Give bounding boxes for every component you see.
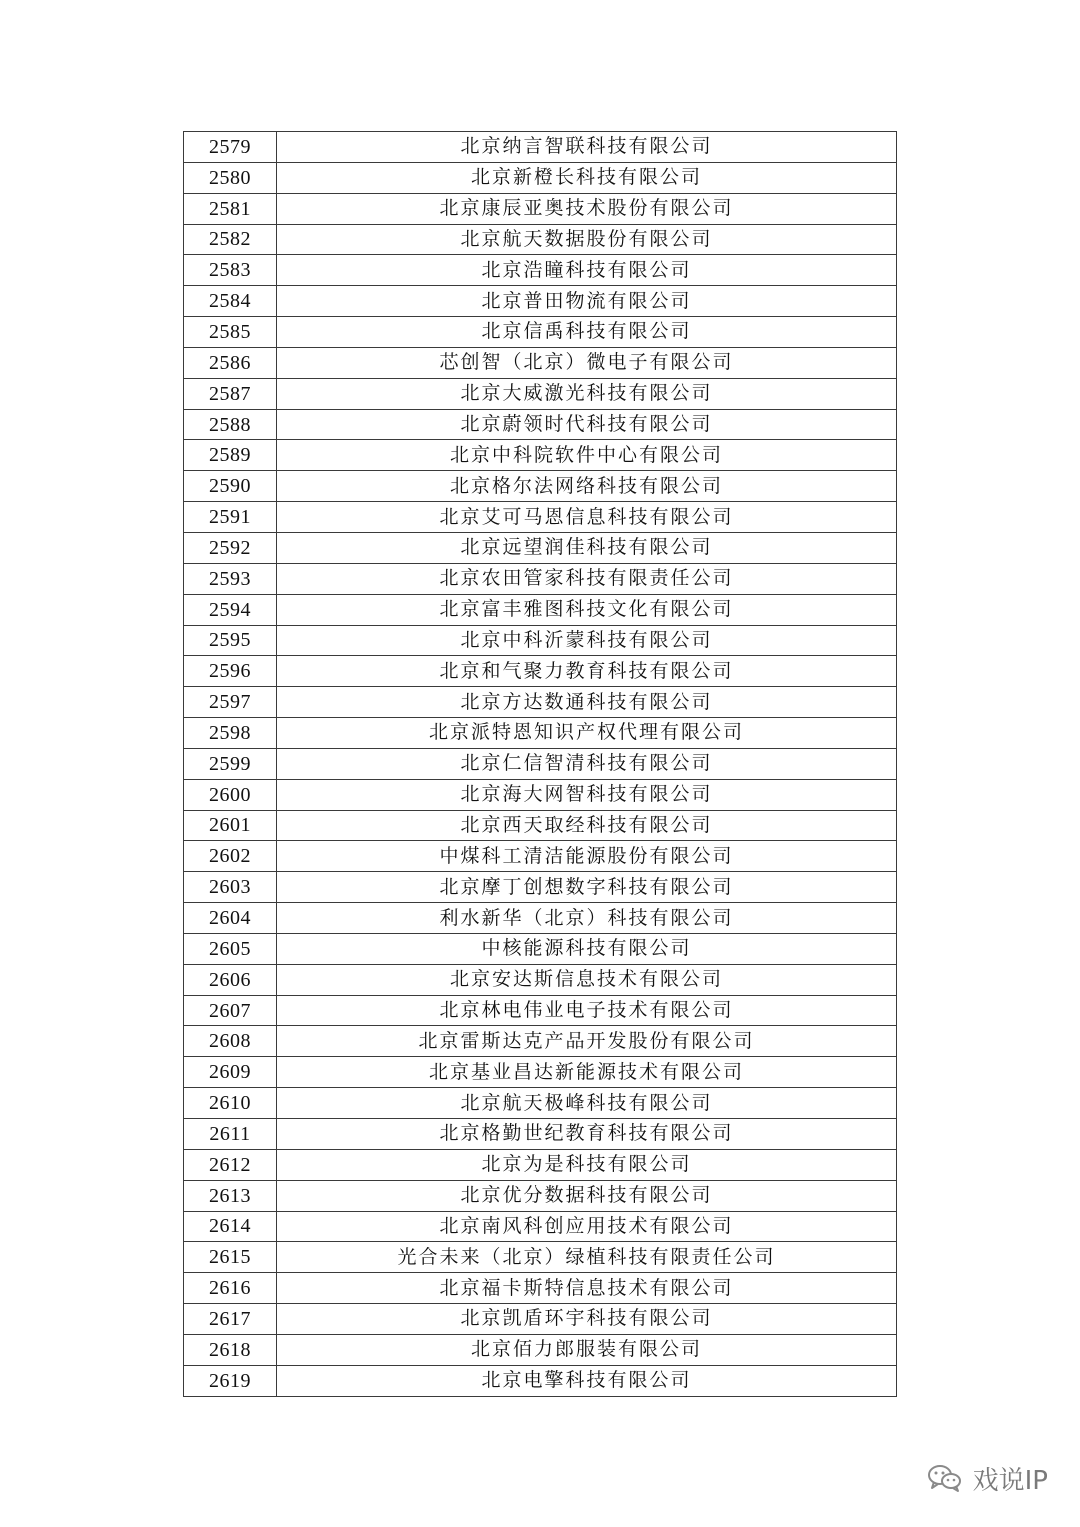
table-row [184, 1334, 897, 1365]
table-row [184, 409, 897, 440]
company-name: 北京远望润佳科技有限公司 [277, 532, 897, 563]
table-row [184, 317, 897, 348]
table-row [184, 286, 897, 317]
table-row [184, 810, 897, 841]
row-number: 2590 [184, 471, 277, 502]
company-list-table [183, 131, 897, 1397]
company-name: 北京格尔法网络科技有限公司 [277, 471, 897, 502]
company-name: 北京中科院软件中心有限公司 [277, 440, 897, 471]
company-name: 北京优分数据科技有限公司 [277, 1180, 897, 1211]
table-row [184, 656, 897, 687]
table-row [184, 162, 897, 193]
company-name: 北京浩瞳科技有限公司 [277, 255, 897, 286]
table-row [184, 1119, 897, 1150]
row-number: 2594 [184, 594, 277, 625]
table-row [184, 563, 897, 594]
company-name: 北京海大网智科技有限公司 [277, 779, 897, 810]
row-number: 2619 [184, 1365, 277, 1396]
company-name: 北京中科沂蒙科技有限公司 [277, 625, 897, 656]
row-number: 2601 [184, 810, 277, 841]
table-row [184, 594, 897, 625]
table-row [184, 1242, 897, 1273]
company-name: 北京方达数通科技有限公司 [277, 687, 897, 718]
company-name: 北京福卡斯特信息技术有限公司 [277, 1273, 897, 1304]
table-row [184, 1088, 897, 1119]
company-name: 中核能源科技有限公司 [277, 933, 897, 964]
row-number: 2596 [184, 656, 277, 687]
row-number: 2604 [184, 903, 277, 934]
row-number: 2597 [184, 687, 277, 718]
company-name: 中煤科工清洁能源股份有限公司 [277, 841, 897, 872]
table-row [184, 1304, 897, 1335]
company-name: 北京航天极峰科技有限公司 [277, 1088, 897, 1119]
table-row [184, 347, 897, 378]
table-row [184, 779, 897, 810]
company-name: 北京信禹科技有限公司 [277, 317, 897, 348]
row-number: 2587 [184, 378, 277, 409]
table-row [184, 964, 897, 995]
row-number: 2614 [184, 1211, 277, 1242]
company-name: 北京南风科创应用技术有限公司 [277, 1211, 897, 1242]
row-number: 2615 [184, 1242, 277, 1273]
row-number: 2612 [184, 1149, 277, 1180]
table-row [184, 872, 897, 903]
company-name: 北京普田物流有限公司 [277, 286, 897, 317]
company-name: 北京摩丁创想数字科技有限公司 [277, 872, 897, 903]
table-row [184, 440, 897, 471]
watermark-text: 戏说IP [972, 1465, 1048, 1496]
company-name: 北京艾可马恩信息科技有限公司 [277, 502, 897, 533]
company-name: 北京蔚领时代科技有限公司 [277, 409, 897, 440]
table-row [184, 1149, 897, 1180]
row-number: 2607 [184, 995, 277, 1026]
company-name: 北京纳言智联科技有限公司 [277, 132, 897, 163]
company-name: 北京大威激光科技有限公司 [277, 378, 897, 409]
table-row [184, 1365, 897, 1396]
table-row [184, 255, 897, 286]
row-number: 2589 [184, 440, 277, 471]
table-row [184, 625, 897, 656]
row-number: 2595 [184, 625, 277, 656]
table-row [184, 1057, 897, 1088]
row-number: 2609 [184, 1057, 277, 1088]
wechat-icon [927, 1463, 963, 1493]
row-number: 2591 [184, 502, 277, 533]
company-name: 北京仁信智清科技有限公司 [277, 748, 897, 779]
row-number: 2583 [184, 255, 277, 286]
table-row [184, 132, 897, 163]
company-name: 北京航天数据股份有限公司 [277, 224, 897, 255]
table-row [184, 903, 897, 934]
table-row [184, 1026, 897, 1057]
company-name: 北京佰力郎服装有限公司 [277, 1334, 897, 1365]
company-name: 北京安达斯信息技术有限公司 [277, 964, 897, 995]
row-number: 2580 [184, 162, 277, 193]
table-row [184, 224, 897, 255]
row-number: 2588 [184, 409, 277, 440]
table-row [184, 471, 897, 502]
company-name: 北京新橙长科技有限公司 [277, 162, 897, 193]
company-name: 北京基业昌达新能源技术有限公司 [277, 1057, 897, 1088]
company-name: 北京和气聚力教育科技有限公司 [277, 656, 897, 687]
company-name: 北京电擎科技有限公司 [277, 1365, 897, 1396]
table-row [184, 687, 897, 718]
table-row [184, 502, 897, 533]
table-row [184, 1180, 897, 1211]
company-name: 北京凯盾环宇科技有限公司 [277, 1304, 897, 1335]
company-name: 北京富丰雅图科技文化有限公司 [277, 594, 897, 625]
row-number: 2598 [184, 718, 277, 749]
row-number: 2613 [184, 1180, 277, 1211]
company-name: 利水新华（北京）科技有限公司 [277, 903, 897, 934]
table-row [184, 718, 897, 749]
company-name: 北京雷斯达克产品开发股份有限公司 [277, 1026, 897, 1057]
row-number: 2584 [184, 286, 277, 317]
company-name: 光合未来（北京）绿植科技有限责任公司 [277, 1242, 897, 1273]
table-row [184, 841, 897, 872]
company-name: 北京派特恩知识产权代理有限公司 [277, 718, 897, 749]
company-name: 北京为是科技有限公司 [277, 1149, 897, 1180]
table-row [184, 1273, 897, 1304]
row-number: 2600 [184, 779, 277, 810]
row-number: 2585 [184, 317, 277, 348]
table-row [184, 933, 897, 964]
row-number: 2602 [184, 841, 277, 872]
table-body [184, 132, 897, 1397]
watermark [927, 1460, 1048, 1496]
company-name: 北京林电伟业电子技术有限公司 [277, 995, 897, 1026]
row-number: 2610 [184, 1088, 277, 1119]
row-number: 2581 [184, 193, 277, 224]
row-number: 2617 [184, 1304, 277, 1335]
row-number: 2586 [184, 347, 277, 378]
row-number: 2616 [184, 1273, 277, 1304]
table-row [184, 1211, 897, 1242]
table-row [184, 995, 897, 1026]
row-number: 2605 [184, 933, 277, 964]
table-row [184, 193, 897, 224]
company-name: 北京康辰亚奥技术股份有限公司 [277, 193, 897, 224]
row-number: 2611 [184, 1119, 277, 1150]
row-number: 2608 [184, 1026, 277, 1057]
row-number: 2579 [184, 132, 277, 163]
company-name: 北京农田管家科技有限责任公司 [277, 563, 897, 594]
table-row [184, 532, 897, 563]
row-number: 2606 [184, 964, 277, 995]
company-name: 北京西天取经科技有限公司 [277, 810, 897, 841]
row-number: 2599 [184, 748, 277, 779]
row-number: 2603 [184, 872, 277, 903]
row-number: 2582 [184, 224, 277, 255]
row-number: 2592 [184, 532, 277, 563]
table-row [184, 748, 897, 779]
row-number: 2593 [184, 563, 277, 594]
table-row [184, 378, 897, 409]
company-name: 芯创智（北京）微电子有限公司 [277, 347, 897, 378]
company-name: 北京格勤世纪教育科技有限公司 [277, 1119, 897, 1150]
row-number: 2618 [184, 1334, 277, 1365]
